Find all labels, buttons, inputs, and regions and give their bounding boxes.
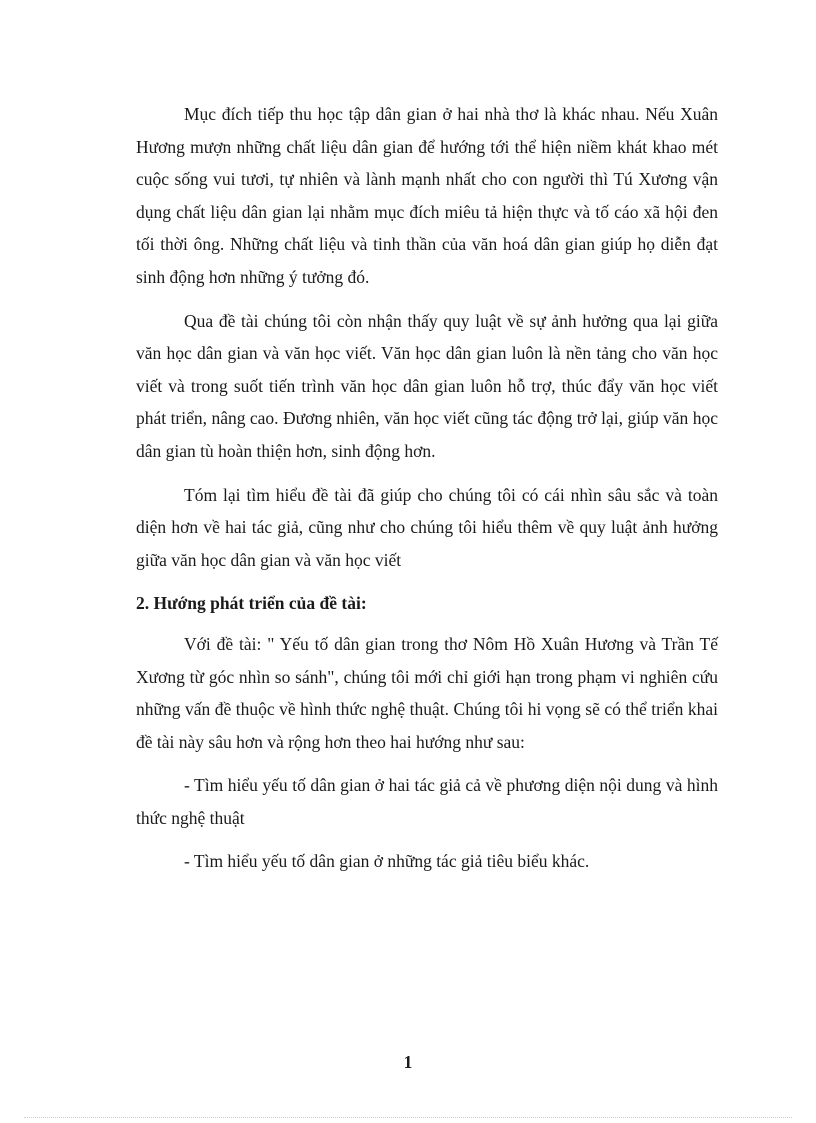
list-item-direction-1: - Tìm hiểu yếu tố dân gian ở hai tác giả cả về phương diện nội dung và hình thức nghệ thuật	[136, 775, 718, 828]
section-heading: 2. Hướng phát triển của đề tài:	[136, 593, 367, 614]
page-content	[136, 98, 718, 889]
paragraph-influence: Qua đề tài chúng tôi còn nhận thấy quy luật về sự ảnh hưởng qua lại giữa văn học dân gian và văn học viết. Văn học dân gian luôn là nền tảng cho văn học viết và trong suốt tiến trình văn học dân gian luôn hỗ trợ, thúc đẩy văn học viết phát triển, nâng cao. Đương nhiên, văn học viết cũng tác động trở lại, giúp văn học dân gian tù hoàn thiện hơn, sinh động hơn.	[136, 310, 718, 461]
page-number: 1	[403, 1052, 413, 1072]
paragraph-topic: Với đề tài: " Yếu tố dân gian trong thơ Nôm Hồ Xuân Hương và Trần Tế Xương từ góc nhìn so sánh", chúng tôi mới chỉ giới hạn trong phạm vi nghiên cứu những vấn đề thuộc về hình thức nghệ thuật. Chúng tôi hi vọng sẽ có thể triển khai đề tài này sâu hơn và rộng hơn theo hai hướng như sau:	[136, 633, 718, 752]
paragraph-summary: Tóm lại tìm hiểu đề tài đã giúp cho chúng tôi có cái nhìn sâu sắc và toàn diện hơn về hai tác giả, cũng như cho chúng tôi hiểu thêm về quy luật ảnh hưởng giữa văn học dân gian và văn học viết	[136, 484, 718, 570]
page-bottom-edge	[24, 1117, 792, 1118]
list-item-direction-2: - Tìm hiểu yếu tố dân gian ở những tác giả tiêu biểu khác.	[184, 851, 590, 872]
paragraph-purpose: Mục đích tiếp thu học tập dân gian ở hai nhà thơ là khác nhau. Nếu Xuân Hương mượn những chất liệu dân gian để hướng tới thể hiện niềm khát khao mét cuộc sống vui tươi, tự nhiên và lành mạnh nhất cho con người thì Tú Xương vận dụng chất liệu dân gian lại nhằm mục đích miêu tả hiện thực và tố cáo xã hội đen tối thời ông. Những chất liệu và tinh thần của văn hoá dân gian giúp họ diễn đạt sinh động hơn những ý tưởng đó.	[136, 104, 718, 287]
